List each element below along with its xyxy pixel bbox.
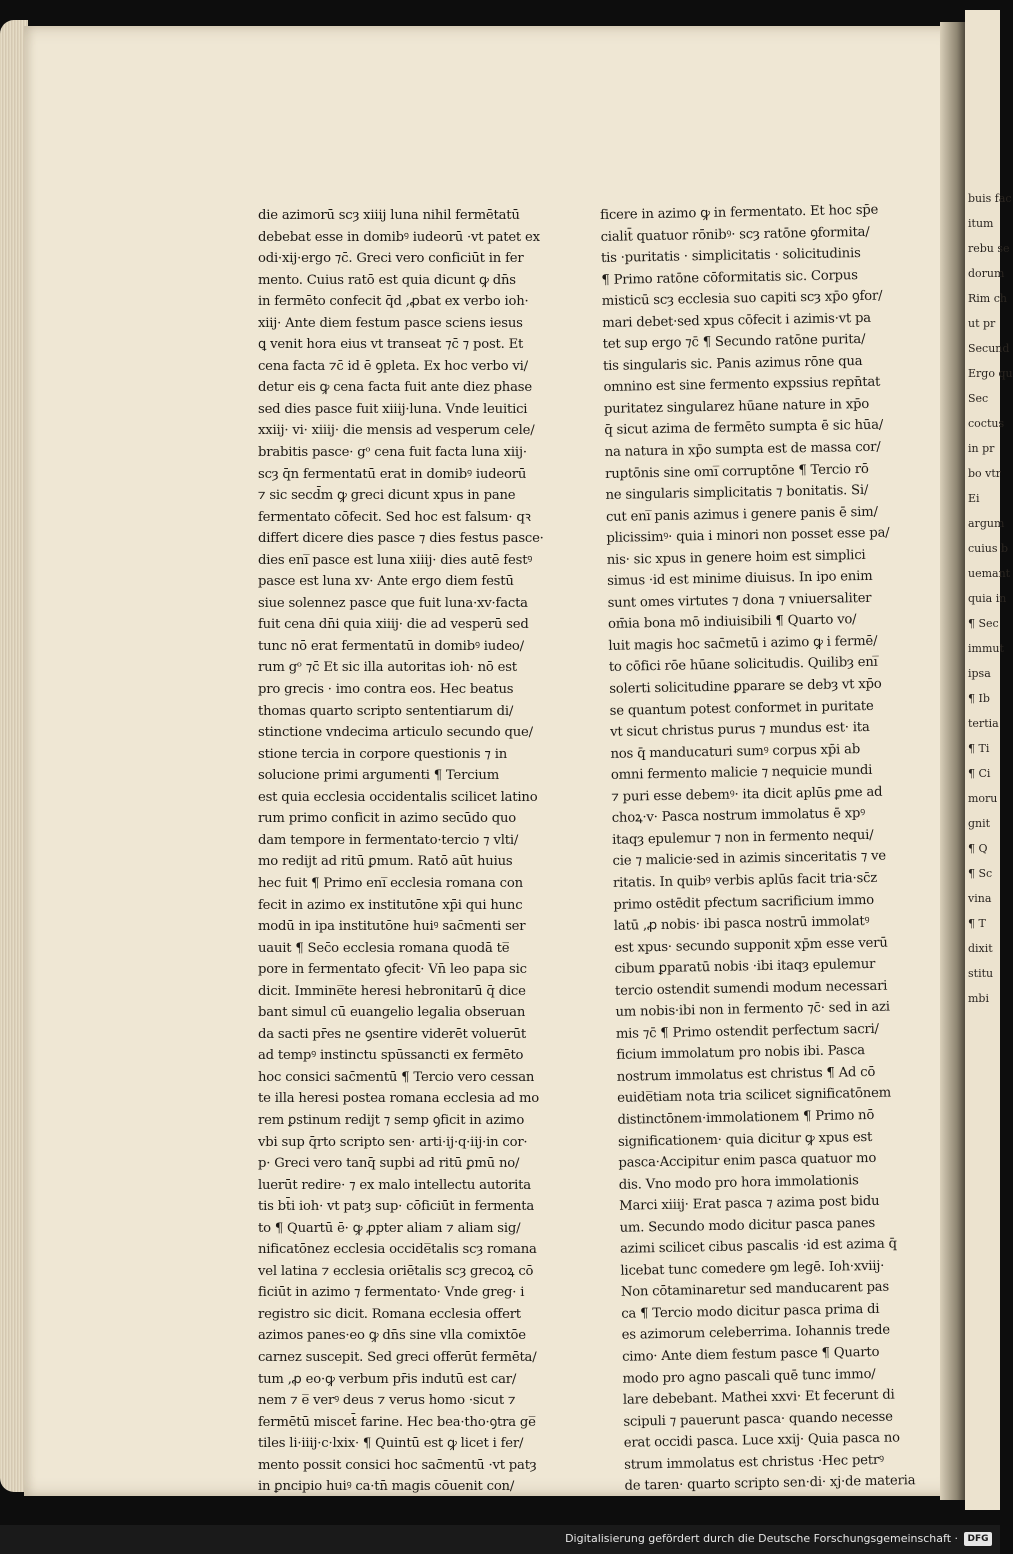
book-gutter [940,22,968,1500]
fragment-line: rebu se [968,242,1010,255]
text-line: to cōfici rōe hūane solicitudis. Quilibȝ eni̅ [608,655,878,676]
text-line: ad tempꝰ instinctu spūssancti ex fermēto [258,1048,524,1064]
text-line: q̄ sicut azima de fermēto sumpta ē sic hūa/ [604,418,884,439]
text-line: simus ·id est minime diuisus. In ipo enim [607,569,873,590]
text-line: dicit. Immine̅te heresi hebronitarū q̄ dice [258,983,526,999]
text-line: na natura in xp̄o sumpta est de massa cor/ [604,439,881,460]
text-line: ruptōnis sine omi̅ corruptōne ¶ Tercio rō [605,461,869,482]
text-line: solucione primi argumenti ¶ Tercium [258,768,500,784]
text-line: om̄ia bona mō indiuisibili ¶ Quarto vo/ [607,612,857,633]
text-line: te illa heresi postea romana ecclesia ad mo [258,1091,540,1107]
fragment-line: quia in [968,592,1007,605]
text-line: itaqȝ epulemur ⁊ non in fermento nequi/ [612,827,874,848]
fragment-line: stitu [968,967,994,980]
fragment-line: itum [968,217,994,230]
text-line: choꝝ·v· Pasca nostrum immolatus ē xpꝰ [611,806,866,827]
text-line: nem ⁊ e̅ verꝰ deus ⁊ verus homo ·sicut ⁊ [258,1393,516,1409]
text-line: nos q̄ manducaturi sumꝰ corpus xp̄i ab [610,741,861,762]
text-line: puritatez singularez hūane nature in xp̄o [603,396,870,417]
fragment-line: coctus [968,417,1005,430]
text-line: cibum ꝑparatū nobis ·ibi itaqȝ epulemur [614,956,876,977]
text-line: debebat esse in domibꝰ iudeorū ·vt patet ex [258,229,540,245]
text-line: modo pro agno pascali quē tunc immo/ [622,1366,876,1387]
text-line: registro sic dicit. Romana ecclesia offert [258,1306,521,1322]
text-line: cena facta ⁊c̄ id ē ꝯpleta. Ex hoc verbo vi/ [258,358,528,374]
fragment-line: ¶ T [968,917,986,930]
funding-credit: Digitalisierung gefördert durch die Deutsche Forschungsgemeinschaft · [565,1532,958,1545]
text-line: tis singularis sic. Panis azimus rōne qua [602,353,863,374]
text-line: pro grecis · imo contra eos. Hec beatus [258,682,514,698]
text-line: mo redijt ad ritū ꝑmum. Ratō aūt huius [258,854,513,870]
text-line: bant simul cū euangelio legalia obseruan [258,1005,526,1021]
fragment-line: uemant [968,567,1011,580]
text-line: odi·xij·ergo ⁊c̄. Greci vero conficiūt in fer [258,251,524,267]
fragment-line: Ergo qu [968,367,1013,380]
fragment-line: Rim ch [968,292,1007,305]
fragment-line: Secund [968,342,1010,355]
text-line: tis bt̄i ioh· vt patȝ sup· cōficiūt in fermenta [258,1199,535,1215]
text-line: ritatis. In quibꝰ verbis aplūs facit tria·sc̄z [612,870,878,891]
text-line: fuit cena dn̄i quia xiiij· die ad vesperū sed [258,617,529,633]
text-line: ⁊ sic secd̄m ꝙ greci dicunt xpus in pane [258,488,516,504]
text-line: luerūt redire· ⁊ ex malo intellectu autorita [258,1177,531,1193]
text-line: p· Greci vero tanq̄ supbi ad ritū ꝑmū no/ [258,1156,520,1172]
text-line: est quia ecclesia occidentalis scilicet latino [258,789,538,805]
text-line: ꝗ venit hora eius vt transeat ⁊c̄ ⁊ post. Et [258,337,524,353]
text-line: azimos panes·eo ꝙ dn̄s sine vlla comixtōe [258,1328,526,1344]
text-line: tunc nō erat fermentatū in domibꝰ iudeo/ [258,638,524,654]
text-line: significationem· quia dicitur ꝙ xpus est [617,1129,873,1150]
text-line: brabitis pasce· gᵒ cena fuit facta luna xiij· [258,445,527,461]
text-line: cut eni̅ panis azimus i genere panis ē sim/ [605,504,878,525]
fragment-line: buis fac [968,192,1012,205]
right-page-edge [965,10,1013,1510]
fragment-line: ¶ Sec [968,617,999,630]
text-line: dies eni̅ pasce est luna xiiij· dies autē festꝰ [258,552,533,568]
text-line: tet sup ergo ⁊c̄ ¶ Secundo ratōne purita/ [602,332,866,353]
text-line: rum primo conficit in azimo secūdo quo [258,811,516,827]
text-line: latū ,ꝓ nobis· ibi pasca nostrū immolatꝰ [613,914,870,934]
text-line: pasca·Accipitur enim pasca quatuor mo [618,1150,877,1171]
text-line: rum gᵒ ⁊c̄ Et sic illa autoritas ioh· nō est [258,660,517,676]
text-line: in fermēto confecit q̄d ,ꝓbat ex verbo ioh· [258,294,529,310]
text-line: Marci xiiij· Erat pasca ⁊ azima post bidu [619,1193,880,1214]
text-line: fermentato cōfecit. Sed hoc est falsum· qꝛ [258,509,531,525]
text-line: rem ꝑstinum redijt ⁊ semp ꝯficit in azimo [258,1112,525,1128]
fragment-line: gnit [968,817,991,830]
text-line: mento. Cuius ratō est quia dicunt ꝙ dn̄s [258,272,516,288]
text-line: licebat tunc comedere ꝯm legē. Ioh·xviij· [620,1258,885,1279]
text-line: um. Secundo modo dicitur pasca panes [619,1215,876,1236]
text-line: euide̅tiam nota tria scilicet significatōnem [617,1085,892,1107]
text-line: primo ostēdit pfectum sacrificium immo [613,892,875,913]
fragment-line: ¶ Sc [968,867,993,880]
fragment-line: cuius b [968,542,1009,555]
text-line: azimi scilicet cibus pascalis ·id est azima q̄ [619,1236,897,1258]
text-line: hoc consici sac̄mentū ¶ Tercio vero cessan [258,1069,535,1085]
text-line: distinctōnem·immolationem ¶ Primo nō [617,1107,875,1128]
fragment-line: immut [968,642,1004,655]
text-line: scipuli ⁊ pauerunt pasca· quando necesse [623,1409,893,1430]
text-line: erat occidi pasca. Luce xxij· Quia pasca no [623,1430,900,1451]
text-line: solerti solicitudine ꝑparare se debȝ vt xp̄o [609,676,882,697]
text-line: in ꝑncipio huiꝰ ca·tn̄ magis cōuenit con/ [258,1479,515,1495]
text-line: sunt omes virtutes ⁊ dona ⁊ vniuersaliter [607,590,872,611]
text-line: mis ⁊c̄ ¶ Primo ostendit perfectum sacri/ [615,1021,879,1042]
fragment-line: vina [968,892,992,905]
text-line: omnino est sine fermento expssius repn̄tat [603,375,881,396]
text-line: mari debet·sed xpus cōfecit i azimis·vt pa [602,310,872,331]
text-line: nis· sic xpus in genere hoim est simplici [606,547,866,568]
fragment-line: dorum [968,267,1005,280]
text-line: vel latina ⁊ ecclesia oriētalis scȝ grecoꝝ cō [258,1263,534,1279]
text-line: sed dies pasce fuit xiiij·luna. Vnde leuitici [258,401,528,417]
text-line: modū in ipa institutōne huiꝰ sac̄menti ser [258,919,526,935]
text-line: strum immolatus est christus ·Hec petrꝰ [624,1452,885,1473]
text-line: da sacti pr̄es ne ꝯsentire viderēt voluerūt [258,1026,526,1042]
text-line: tis ·puritatis · simplicitatis · solicitudinis [600,246,861,267]
fragment-line: Ei [968,492,980,505]
text-line: cialit̄ quatuor rōnibꝰ· scȝ ratōne ꝯformita/ [600,224,870,245]
right-page-text-fragment [965,10,1013,1011]
text-line: de taren· quarto scripto sen·di· xj·de materia [624,1473,916,1495]
text-line: ne singularis simplicitatis ⁊ bonitatis. Si/ [605,483,869,504]
text-line: scȝ q̄n fermentatū erat in domibꝰ iudeorū [258,466,527,482]
text-line: luit magis hoc sac̄metū i azimo ꝙ i fermē/ [608,633,878,654]
text-line: xxiij· vi· xiiij· die mensis ad vesperum cele/ [258,423,535,439]
fragment-line: ¶ Q [968,842,988,855]
text-line: ⁊ puri esse debemꝰ· ita dicit aplūs ꝑme ad [611,784,883,805]
text-line: se quantum potest conformet in puritate [609,698,874,719]
text-line: differt dicere dies pasce ⁊ dies festus pasce· [258,531,544,547]
text-line: dam tempore in fermentato·tercio ⁊ vlti/ [258,832,519,848]
text-line: siue solennez pasce que fuit luna·xv·facta [258,595,528,611]
fragment-line: dixit [968,942,993,955]
text-line: nostrum immolatus est christus ¶ Ad cō [616,1064,876,1085]
text-line: stione tercia in corpore questionis ⁊ in [258,746,508,762]
text-line: ficere in azimo ꝙ in fermentato. Et hoc sp̄e [600,202,879,223]
fragment-line: tertia [968,717,999,730]
text-line: xiij· Ante diem festum pasce sciens iesus [258,315,523,331]
text-line: hec fuit ¶ Primo eni̅ ecclesia romana con [258,875,523,891]
dfg-logo: DFG [964,1532,992,1546]
text-line: omni fermento malicie ⁊ nequicie mundi [610,763,873,784]
fragment-line: argum [968,517,1005,530]
text-line: to ¶ Quartū ē· ꝙ ꝓpter aliam ⁊ aliam sig/ [258,1220,521,1236]
text-line: Non cōtaminaretur sed manducarent pas [620,1279,890,1301]
text-line: nificatōnez ecclesia occide̅talis scȝ romana [258,1242,537,1258]
text-line: tiles li·iiij·c·lxix· ¶ Quintū est ꝙ licet i fer/ [258,1436,524,1452]
text-line: lare debebant. Mathei xxvi· Et fecerunt di [622,1387,895,1408]
fragment-line: ut pr [968,317,996,330]
text-line: ficiūt in azimo ⁊ fermentato· Vnde greg· i [258,1285,525,1301]
fragment-line: ipsa [968,667,991,680]
fragment-line: ¶ Ib [968,692,990,705]
text-line: vbi sup q̄rto scripto sen· arti·ij·q·iij·in cor· [258,1134,528,1150]
fragment-line: mbi [968,992,989,1005]
text-line: pasce est luna xv· Ante ergo diem festū [258,574,514,590]
fragment-line: bo vtr [968,467,1002,480]
fragment-line: ¶ Ti [968,742,990,755]
fragment-line: ¶ Ci [968,767,991,780]
text-line: detur eis ꝙ cena facta fuit ante diez phase [258,380,532,396]
text-line: pore in fermentato ꝯfecit· Vn̄ leo papa sic [258,962,527,978]
text-line: est xpus· secundo supponit xp̄m esse verū [614,935,888,956]
right-text-column [600,199,925,1497]
footer-bar [0,1525,1000,1554]
text-line: es azimorum celeberrima. Iohannis trede [621,1323,891,1344]
text-line: stinctione vndecima articulo secundo que/ [258,725,533,741]
fragment-line: Sec [968,392,989,405]
text-line: tum ,ꝓ eo·ꝙ verbum pr̄is indutū est car/ [258,1371,517,1387]
text-line: uauit ¶ Sec̄o ecclesia romana quodā te̅ [258,940,510,956]
text-line: tercio ostendit sumendi modum necessari [614,978,888,999]
text-line: dis. Vno modo pro hora immolationis [618,1172,859,1193]
text-line: mento possit consici hoc sac̄mentū ·vt patȝ [258,1457,537,1473]
fragment-line: moru [968,792,998,805]
text-line: fermētū miscet̄ farine. Hec bea·tho·ꝯtra ge̅ [258,1414,536,1430]
text-line: die azimorū scȝ xiiij luna nihil fermētatū [258,208,520,223]
fragment-line: in pr [968,442,995,455]
text-line: carnez suscepit. Sed greci offerūt fermēta/ [258,1349,537,1365]
text-line: cie ⁊ malicie·sed in azimis sinceritatis ⁊ ve [612,849,887,870]
text-line: plicissimꝰ· quia i minori non posset esse pa/ [606,525,890,547]
text-line: thomas quarto scripto sententiarum di/ [258,703,514,719]
text-line: cimo· Ante diem festum pasce ¶ Quarto [621,1344,880,1365]
text-line: ¶ Primo ratōne cōformitatis sic. Corpus [601,267,858,288]
text-line: misticū scȝ ecclesia suo capiti scȝ xp̄o ꝯfor/ [601,288,883,310]
text-line: ficium immolatum pro nobis ibi. Pasca [616,1043,866,1064]
text-line: um nobis·ibi non in fermento ⁊c̄· sed in azi [615,999,891,1021]
text-line: fecit in azimo ex institutōne xp̄i qui hunc [258,897,523,913]
text-line: vt sicut christus purus ⁊ mundus est· ita [609,720,870,741]
text-line: ca ¶ Tercio modo dicitur pasca prima di [621,1301,880,1322]
left-text-column [258,205,558,1498]
